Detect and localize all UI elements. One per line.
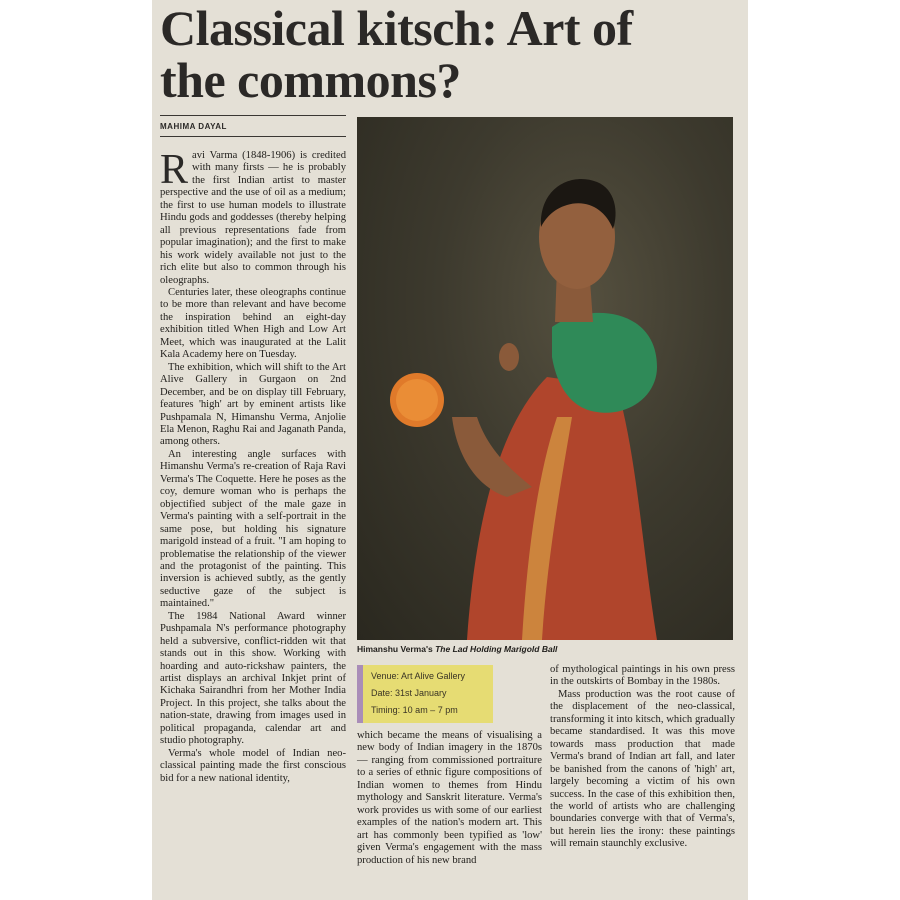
column-3-paragraph-2: Mass production was the root cause of the displacement of the neo-classical, transforming it into kitsch, which gradually became standardised. It was this move towards mass production that made Verma's brand of Indian art fall, and later be banished from the canons of 'high' art, largely becoming a victim of his own success. In the case of this exhibition then, the world of artists who are challenging boundaries converge with that of Verma's, but herein lies the irony: these paintings will remain staunchly exclusive.: [550, 688, 735, 850]
paragraph-1-text: avi Varma (1848-1906) is credited with many firsts — he is probably the first Indian artist to master perspective and the use of oil as a medium; the first to use human models to illustrate Hindu gods and goddesses (thereby helping all previous representations fade from popular imagination); and the first to make his work widely available not just to the rich elite but also to common through his oleographs.: [160, 150, 346, 286]
venue-text: Venue: Art Alive Gallery: [371, 671, 466, 681]
byline-rule-bottom: [160, 136, 346, 137]
marigold-ball-highlight: [396, 379, 438, 421]
hand-on-chest: [499, 343, 519, 371]
paragraph-6: Verma's whole model of Indian neo-classical painting made the first conscious bid for a new national identity,: [160, 747, 346, 784]
headline: [160, 2, 740, 106]
date-text: Date: 31st January: [371, 688, 447, 698]
photo-caption: [357, 644, 737, 654]
headline-line-2: the commons?: [160, 52, 461, 108]
paragraph-5: The 1984 National Award winner Pushpamala N's performance photography held a subversive, conflict-ridden wit that stands out in this show. Working with hoarding and auto-rickshaw painters, the artist displays an archival Inkjet print of Kichaka Sairandhri from her Mother India Project. In this project, she talks about the nation-state, drawing from images used in political propaganda, calendar art and studio photography.: [160, 610, 346, 747]
column-3-paragraph-1: of mythological paintings in his own press in the outskirts of Bombay in the 1980s.: [550, 664, 735, 688]
paragraph-4: An interesting angle surfaces with Himanshu Verma's re-creation of Raja Ravi Verma's The Coquette. Here he poses as the coy, demure woman who is perhaps the objectified subject of the male gaze in Verma's painting with a self-portrait in the same pose, but holding his signature marigold instead of a fruit. "I am hoping to problematise the relationship of the viewer and the protagonist of the painting. This inversion is achieved subtly, as the gently seductive gaze of the subject is maintained.": [160, 448, 346, 610]
byline: MAHIMA DAYAL: [160, 122, 227, 131]
article-column-3: [550, 664, 735, 851]
byline-rule-top: [160, 115, 346, 116]
drop-cap: R: [160, 147, 189, 193]
portrait-illustration: [357, 117, 733, 640]
headline-line-1: Classical kitsch: Art of: [160, 0, 633, 56]
article-column-2: [357, 730, 542, 867]
paragraph-1: [160, 147, 346, 287]
event-info-box: [357, 665, 493, 723]
article-column-1: [160, 147, 346, 785]
timing-text: Timing: 10 am – 7 pm: [371, 705, 458, 715]
caption-title: The Lad Holding Marigold Ball: [435, 644, 558, 654]
newspaper-page: [152, 0, 748, 900]
article-photo: [357, 117, 733, 640]
paragraph-3: The exhibition, which will shift to the Art Alive Gallery in Gurgaon on 2nd December, and be on display till February, features 'high' art by eminent artists like Pushpamala N, Himanshu Verma, Anjolie Ela Menon, Raghu Rai and Jaganath Panda, among others.: [160, 361, 346, 448]
column-2-paragraph: which became the means of visualising a new body of Indian imagery in the 1870s — ranging from commissioned portraiture to a series of ethnic figure compositions of Indian women to themes from Hindu mythology and Sanskrit literature. Verma's work provides us with some of our earliest examples of the nation's modern art. This art has commonly been typified as 'low' given Verma's engagement with the mass production of his new brand: [357, 730, 542, 866]
paragraph-2: Centuries later, these oleographs continue to be more than relevant and have become the inspiration behind an eight-day exhibition titled When High and Low Art Meet, which was inaugurated at the Lalit Kala Academy here on Tuesday.: [160, 286, 346, 361]
caption-prefix: Himanshu Verma's: [357, 644, 433, 654]
saree-drape: [467, 377, 657, 640]
